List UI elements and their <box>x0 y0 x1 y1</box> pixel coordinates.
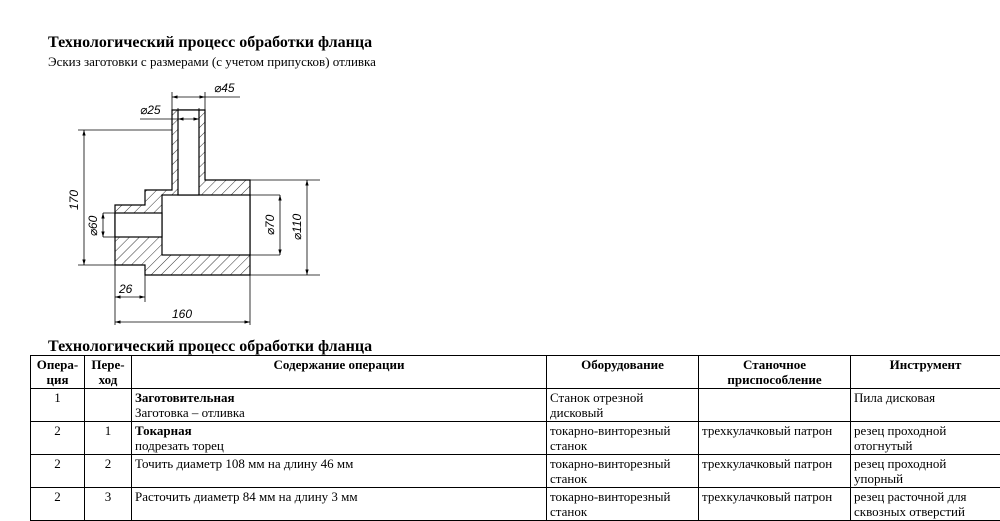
cell-operation: 2 <box>31 422 85 455</box>
cell-equipment: токарно-винторезный станок <box>547 422 699 455</box>
dim-d60: ⌀60 <box>86 215 100 236</box>
dim-d25: ⌀25 <box>140 103 161 117</box>
bore-d25 <box>178 110 199 195</box>
dim-d110: ⌀110 <box>290 213 304 240</box>
operation-text: Заготовка – отливка <box>135 405 543 420</box>
header-step: Пере-ход <box>85 356 132 389</box>
process-table <box>30 355 1000 521</box>
cell-fixture: трехкулачковый патрон <box>699 488 851 521</box>
cell-operation: 1 <box>31 389 85 422</box>
cell-step: 1 <box>85 422 132 455</box>
dim-26: 26 <box>118 282 133 296</box>
header-fixture: Станочное приспособление <box>699 356 851 389</box>
cell-fixture: трехкулачковый патрон <box>699 455 851 488</box>
cell-content <box>132 422 547 455</box>
cell-fixture <box>699 389 851 422</box>
cell-content: Точить диаметр 108 мм на длину 46 мм <box>132 455 547 488</box>
table-title: Технологический процесс обработки фланца <box>48 338 372 356</box>
operation-title: Токарная <box>135 423 543 438</box>
table-row <box>31 455 1000 488</box>
table-row <box>31 488 1000 521</box>
cell-equipment: токарно-винторезный станок <box>547 455 699 488</box>
table-row <box>31 422 1000 455</box>
cell-operation: 2 <box>31 455 85 488</box>
cell-tool: Пила дисковая <box>851 389 1000 422</box>
cell-equipment: Станок отрезной дисковый <box>547 389 699 422</box>
cell-content: Расточить диаметр 84 мм на длину 3 мм <box>132 488 547 521</box>
cell-operation: 2 <box>31 488 85 521</box>
cell-content <box>132 389 547 422</box>
header-tool: Инструмент <box>851 356 1000 389</box>
cell-tool: резец проходной отогнутый <box>851 422 1000 455</box>
header-equipment: Оборудование <box>547 356 699 389</box>
operation-title: Заготовительная <box>135 390 543 405</box>
cell-fixture: трехкулачковый патрон <box>699 422 851 455</box>
bore-d70 <box>162 195 250 255</box>
cell-tool: резец проходной упорный <box>851 455 1000 488</box>
table-row <box>31 389 1000 422</box>
document-title: Технологический процесс обработки фланца <box>48 34 372 52</box>
dim-d45: ⌀45 <box>214 81 235 95</box>
cell-equipment: токарно-винторезный станок <box>547 488 699 521</box>
table-header-row <box>31 356 1000 389</box>
cell-step: 3 <box>85 488 132 521</box>
cell-step <box>85 389 132 422</box>
cell-step: 2 <box>85 455 132 488</box>
bore-d60 <box>115 213 162 237</box>
dim-170: 170 <box>67 190 81 210</box>
dim-160: 160 <box>172 307 192 321</box>
header-content: Содержание операции <box>132 356 547 389</box>
cell-tool: резец расточной для сквозных отверстий <box>851 488 1000 521</box>
dim-d70: ⌀70 <box>263 214 277 235</box>
header-operation: Опера-ция <box>31 356 85 389</box>
operation-text: подрезать торец <box>135 438 543 453</box>
sketch-caption: Эскиз заготовки с размерами (с учетом припусков) отливка <box>48 54 376 69</box>
